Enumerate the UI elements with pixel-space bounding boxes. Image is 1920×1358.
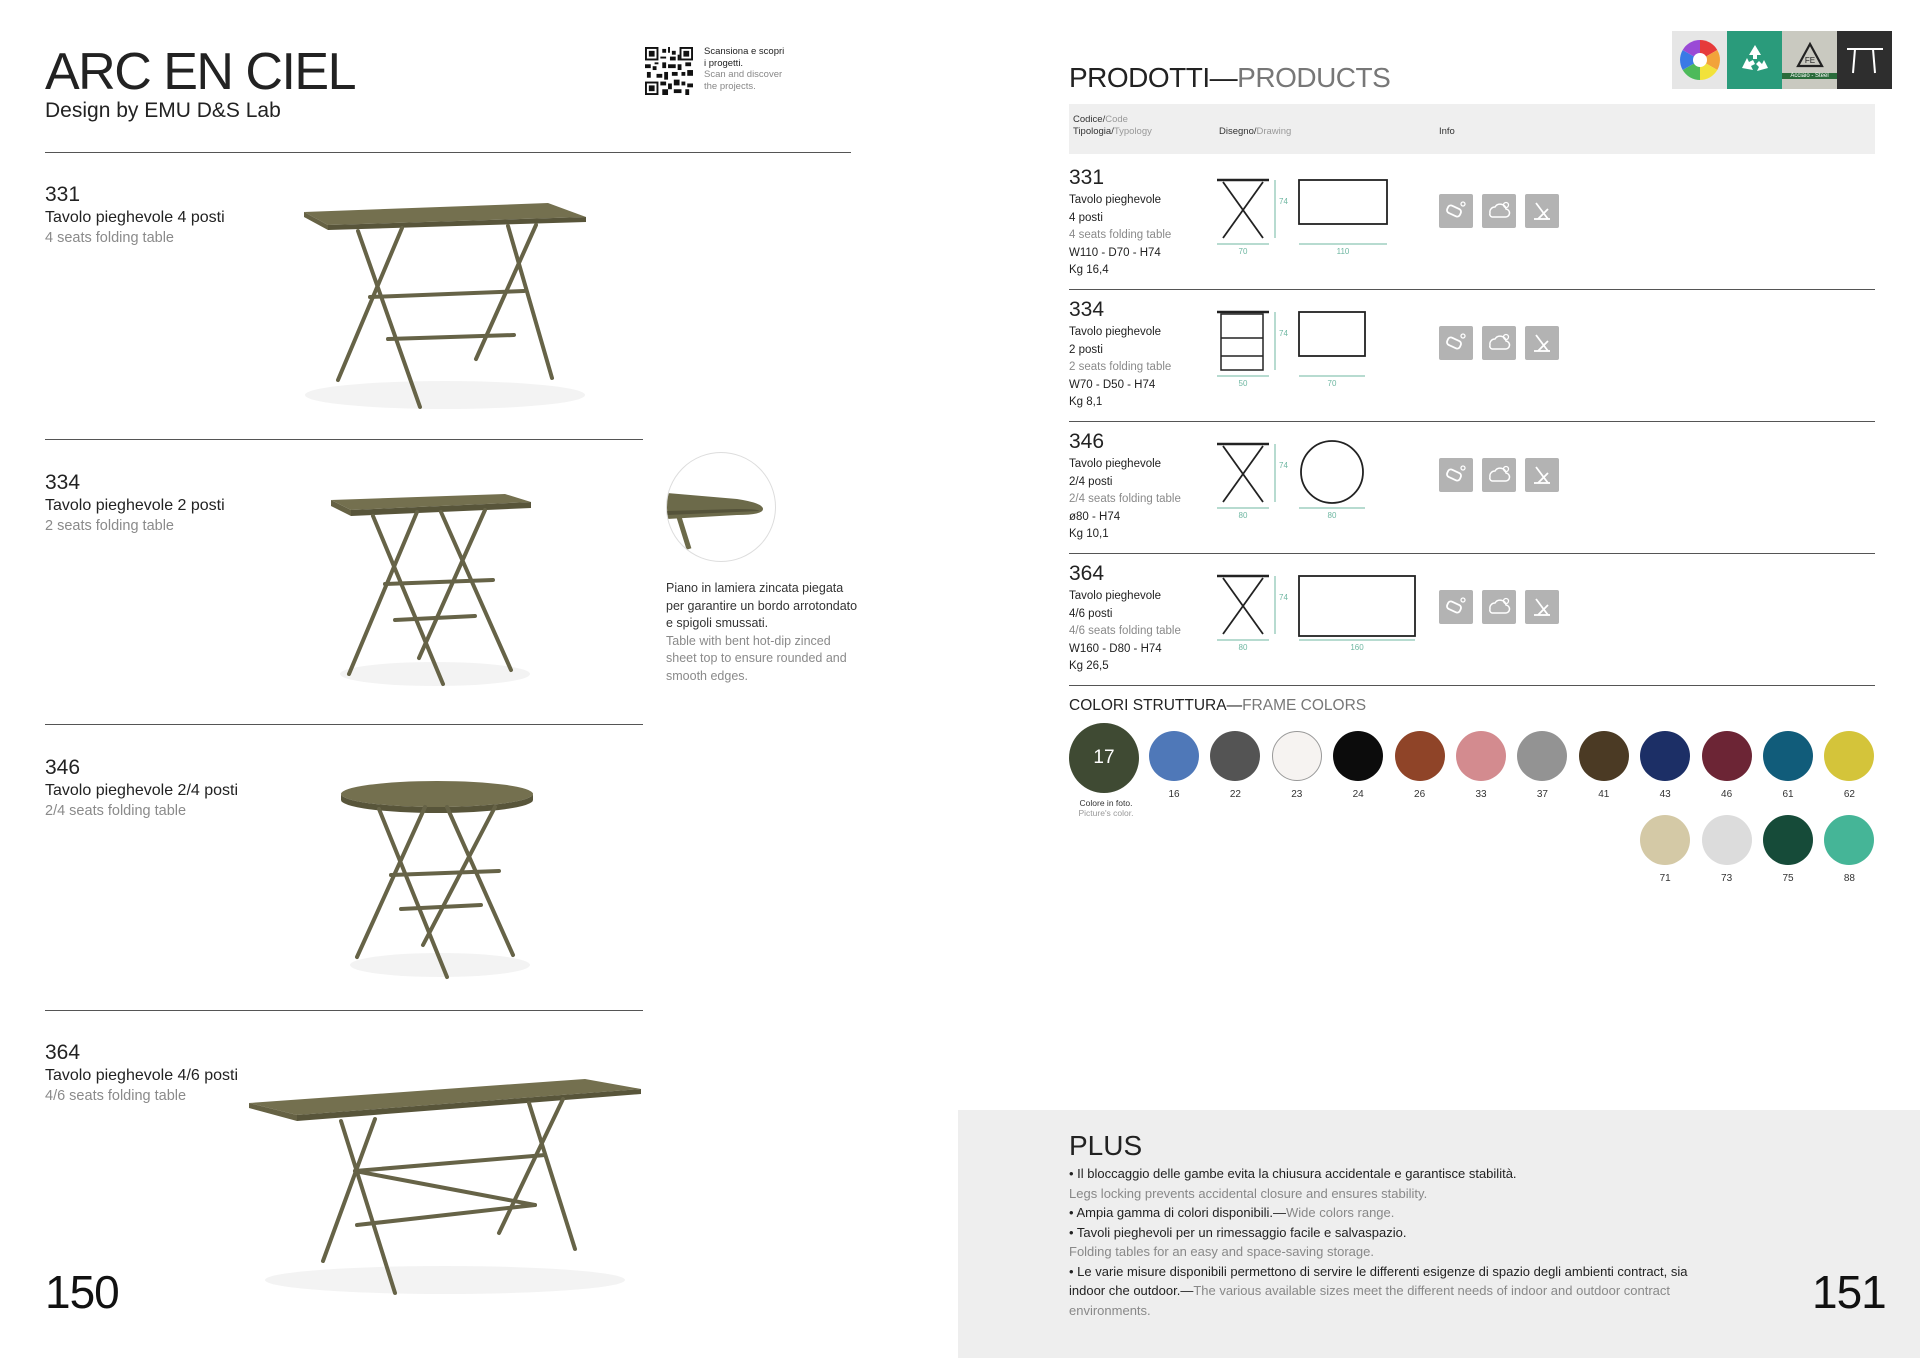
product-364-label: [45, 1041, 238, 1104]
colors-title-sep: —: [1226, 697, 1243, 714]
product-divider: [45, 1010, 643, 1011]
products-heading: [1069, 62, 1390, 94]
row-en: 4/6 seats folding table: [1069, 625, 1181, 637]
technical-drawing-364: [1209, 564, 1429, 654]
color-dot: [1333, 731, 1383, 781]
color-code: 23: [1291, 789, 1303, 800]
product-346-label: [45, 756, 238, 819]
color-code: 71: [1659, 873, 1671, 884]
color-swatch-16[interactable]: [1146, 731, 1202, 800]
side-dim-label: 50: [1238, 379, 1248, 388]
product-code: 331: [45, 183, 81, 206]
product-name-en: 4 seats folding table: [45, 230, 174, 246]
plus-item-en: The various available sizes meet the different needs of indoor and outdoor contract environments.: [1069, 1283, 1671, 1318]
color-code: 61: [1782, 789, 1794, 800]
color-code: 46: [1721, 789, 1733, 800]
row-dims: ø80 - H74: [1069, 510, 1121, 523]
technical-drawing-331: [1209, 168, 1429, 258]
plus-title: PLUS: [1069, 1130, 1143, 1161]
edge-detail-note-en: Table with bent hot-dip zinced sheet top to ensure rounded and smooth edges.: [666, 633, 847, 683]
plus-item-en: Legs locking prevents accidental closure and ensures stability.: [1069, 1185, 1428, 1201]
row-info-icons: [1439, 194, 1559, 228]
plus-item-en: Folding tables for an easy and space-saving storage.: [1069, 1244, 1374, 1259]
qr-caption-en-2: the projects.: [704, 80, 756, 92]
row-code: 364: [1069, 562, 1105, 585]
cleaning-icon: [1439, 458, 1473, 492]
row-code: 346: [1069, 430, 1105, 453]
color-dot: [1763, 731, 1813, 781]
color-dot: [1824, 815, 1874, 865]
product-code: 364: [45, 1041, 81, 1064]
plus-item-it: • Tavoli pieghevoli per un rimessaggio facile e salvaspazio.: [1069, 1224, 1407, 1240]
color-code: 75: [1782, 873, 1794, 884]
edge-detail-note-it: Piano in lamiera zincata piegata per garantire un bordo arrotondato e spigoli smussati.: [666, 581, 858, 630]
product-331-label: [45, 183, 225, 246]
color-dot: [1395, 731, 1445, 781]
product-code: 346: [45, 756, 81, 779]
row-weight: Kg 16,4: [1069, 264, 1109, 276]
colors-title-en: FRAME COLORS: [1242, 697, 1367, 714]
qr-caption: [704, 46, 814, 92]
color-swatch-22[interactable]: [1207, 731, 1263, 800]
qr-code-icon[interactable]: [645, 47, 693, 95]
color-dot: [1272, 731, 1322, 781]
color-dot: [1210, 731, 1260, 781]
color-dot: [1579, 731, 1629, 781]
color-swatch-46[interactable]: [1699, 731, 1755, 800]
color-swatch-61[interactable]: [1760, 731, 1816, 800]
foldable-icon: [1525, 326, 1559, 360]
color-code: 73: [1721, 873, 1733, 884]
top-view-rect: [1299, 180, 1387, 224]
color-swatch-41[interactable]: [1576, 731, 1632, 800]
row-weight: Kg 8,1: [1069, 396, 1103, 408]
technical-drawing-346: [1209, 432, 1429, 522]
table-346-photo: [335, 775, 545, 990]
frame-colors-title: [1069, 697, 1366, 715]
color-dot: [1640, 731, 1690, 781]
color-code: 43: [1659, 789, 1671, 800]
side-dim-label: 70: [1238, 247, 1248, 256]
product-name-it: Tavolo pieghevole 4/6 posti: [45, 1067, 239, 1084]
row-dims: W160 - D80 - H74: [1069, 642, 1162, 655]
page-title: ARC EN CIEL: [45, 43, 356, 101]
heading-separator: —: [1209, 62, 1238, 93]
plus-sep: —: [1272, 1205, 1286, 1220]
logo-badge: [1837, 31, 1892, 89]
product-334-label: [45, 471, 225, 534]
color-swatch-23[interactable]: [1269, 731, 1325, 800]
product-name-it: Tavolo pieghevole 2/4 posti: [45, 782, 239, 799]
colors-title-it: COLORI STRUTTURA: [1069, 697, 1227, 714]
weather-resistant-icon: [1482, 326, 1516, 360]
cleaning-icon: [1439, 194, 1473, 228]
color-code: 26: [1414, 789, 1426, 800]
row-type-l2: 2 posti: [1069, 343, 1103, 356]
table-logo-icon: [1845, 45, 1885, 75]
row-info: [1069, 456, 1181, 544]
product-divider: [45, 724, 643, 725]
page-number-right: 151: [1812, 1266, 1886, 1318]
row-type-l1: Tavolo pieghevole: [1069, 590, 1162, 602]
top-view-rect: [1299, 312, 1365, 356]
product-name-it: Tavolo pieghevole 4 posti: [45, 209, 225, 226]
cleaning-icon: [1439, 326, 1473, 360]
row-dims: W110 - D70 - H74: [1069, 246, 1161, 259]
edge-detail-image: [666, 452, 776, 562]
page-number-left: 150: [45, 1266, 119, 1318]
color-dot: [1640, 815, 1690, 865]
height-dim-label: 74: [1279, 197, 1288, 206]
row-weight: Kg 10,1: [1069, 528, 1109, 540]
plus-item-it: • Le varie misure disponibili permettono di servire le differenti esigenze di spazio degli ambienti contract, sia indoor che outdoor.: [1069, 1263, 1688, 1298]
plus-list: [1069, 1164, 1709, 1320]
qr-caption-en-1: Scan and discover: [704, 69, 783, 80]
color-code: 62: [1843, 789, 1855, 800]
featured-color-swatch[interactable]: 17: [1069, 723, 1139, 793]
plus-item-it: • Il bloccaggio delle gambe evita la chiusura accidentale e garantisce stabilità.: [1069, 1166, 1517, 1181]
header-divider: [45, 152, 851, 153]
color-dot: [1149, 731, 1199, 781]
plus-item-en: Wide colors range.: [1285, 1205, 1395, 1220]
table-331-photo: [290, 195, 600, 425]
color-swatch-33[interactable]: [1453, 731, 1509, 800]
header-code-en: Code: [1105, 114, 1128, 125]
height-dim-label: 74: [1279, 593, 1288, 602]
color-swatch-73[interactable]: [1699, 815, 1755, 884]
row-divider: [1069, 685, 1875, 686]
plus-sep: —: [1180, 1283, 1194, 1298]
row-type-l2: 4 posti: [1069, 211, 1103, 224]
row-code: 334: [1069, 298, 1105, 321]
edge-detail-illustration: [667, 453, 776, 562]
color-swatch-62[interactable]: [1821, 731, 1877, 800]
recycle-icon: [1737, 42, 1773, 78]
product-row-334: [1069, 290, 1875, 422]
color-swatch-71[interactable]: [1637, 815, 1693, 884]
header-info: Info: [1439, 126, 1455, 137]
color-wheel-icon: [1679, 39, 1721, 81]
row-type-l2: 4/6 posti: [1069, 607, 1113, 620]
product-row-364: [1069, 554, 1875, 686]
color-wheel-badge: [1672, 31, 1727, 89]
color-code: 22: [1229, 789, 1241, 800]
technical-drawing-334: [1209, 300, 1429, 390]
color-dot: [1824, 731, 1874, 781]
color-code: 37: [1536, 789, 1548, 800]
row-weight: Kg 26,5: [1069, 660, 1109, 672]
header-type-it: Tipologia/: [1073, 126, 1114, 137]
product-row-331: [1069, 158, 1875, 290]
header-drawing-it: Disegno/: [1219, 126, 1257, 137]
color-swatch-75[interactable]: [1760, 815, 1816, 884]
cleaning-icon: [1439, 590, 1473, 624]
top-view-rect: [1299, 576, 1415, 636]
color-code: 88: [1843, 873, 1855, 884]
row-info-icons: [1439, 326, 1559, 360]
product-name-en: 2 seats folding table: [45, 518, 174, 534]
top-dim-label: 160: [1350, 643, 1364, 652]
color-dot: [1702, 815, 1752, 865]
color-swatch-37[interactable]: [1514, 731, 1570, 800]
weather-resistant-icon: [1482, 194, 1516, 228]
foldable-icon: [1525, 590, 1559, 624]
recycle-badge: [1727, 31, 1782, 89]
row-en: 2/4 seats folding table: [1069, 493, 1181, 505]
color-dot: [1456, 731, 1506, 781]
color-code: 24: [1352, 789, 1364, 800]
top-dim-label: 70: [1327, 379, 1337, 388]
featured-color-caption: [1066, 798, 1146, 818]
foldable-icon: [1525, 194, 1559, 228]
product-name-en: 2/4 seats folding table: [45, 803, 187, 819]
product-name-it: Tavolo pieghevole 2 posti: [45, 497, 225, 514]
row-en: 4 seats folding table: [1069, 229, 1172, 241]
height-dim-label: 74: [1279, 329, 1288, 338]
side-dim-label: 80: [1238, 643, 1248, 652]
row-en: 2 seats folding table: [1069, 361, 1172, 373]
side-view-frame: [1221, 314, 1263, 370]
qr-caption-it-2: i progetti.: [704, 57, 744, 69]
product-name-en: 4/6 seats folding table: [45, 1088, 187, 1104]
products-heading-en: PRODUCTS: [1237, 62, 1391, 93]
featured-caption-it: Colore in foto.: [1079, 798, 1133, 808]
row-dims: W70 - D50 - H74: [1069, 378, 1156, 391]
header-code-typology: [1073, 114, 1152, 138]
product-row-346: [1069, 422, 1875, 554]
certification-badges: [1672, 31, 1892, 89]
svg-text:FE: FE: [1804, 56, 1815, 65]
product-divider: [45, 439, 643, 440]
color-swatch-26[interactable]: [1392, 731, 1448, 800]
products-heading-it: PRODOTTI: [1069, 62, 1210, 93]
top-dim-label: 110: [1336, 247, 1350, 256]
row-code: 331: [1069, 166, 1105, 189]
edge-detail-note: [666, 580, 861, 685]
color-dot: [1763, 815, 1813, 865]
color-dot: [1517, 731, 1567, 781]
color-swatch-43[interactable]: [1637, 731, 1693, 800]
row-info: [1069, 192, 1171, 280]
row-info-icons: [1439, 590, 1559, 624]
color-swatch-24[interactable]: [1330, 731, 1386, 800]
row-type-l1: Tavolo pieghevole: [1069, 326, 1162, 338]
fe-recycle-icon: [1795, 41, 1825, 71]
row-info: [1069, 588, 1181, 676]
color-code: 41: [1598, 789, 1610, 800]
featured-caption-en: Picture's color.: [1078, 808, 1134, 818]
foldable-icon: [1525, 458, 1559, 492]
side-dim-label: 80: [1238, 511, 1248, 520]
color-code: 16: [1168, 789, 1180, 800]
header-drawing-en: Drawing: [1256, 126, 1292, 137]
designer-subtitle: Design by EMU D&S Lab: [45, 99, 281, 122]
row-type-l2: 2/4 posti: [1069, 475, 1113, 488]
qr-caption-it-1: Scansiona e scopri: [704, 46, 785, 57]
steel-badge-label: Acciaio - Steel: [1782, 73, 1837, 79]
color-dot: [1702, 731, 1752, 781]
weather-resistant-icon: [1482, 458, 1516, 492]
header-drawing: [1219, 126, 1291, 137]
header-code-it: Codice/: [1073, 114, 1106, 125]
top-view-round: [1301, 441, 1363, 503]
header-type-en: Typology: [1113, 126, 1152, 137]
product-code: 334: [45, 471, 81, 494]
top-dim-label: 80: [1327, 511, 1337, 520]
color-swatch-88[interactable]: [1821, 815, 1877, 884]
plus-item-it: • Ampia gamma di colori disponibili.: [1069, 1205, 1273, 1220]
row-type-l1: Tavolo pieghevole: [1069, 458, 1162, 470]
table-334-photo: [325, 488, 545, 698]
weather-resistant-icon: [1482, 590, 1516, 624]
height-dim-label: 74: [1279, 461, 1288, 470]
row-type-l1: Tavolo pieghevole: [1069, 194, 1162, 206]
row-info-icons: [1439, 458, 1559, 492]
table-364-photo: [245, 1075, 645, 1310]
row-info: [1069, 324, 1171, 412]
steel-badge: [1782, 31, 1837, 89]
color-code: 33: [1475, 789, 1487, 800]
product-table-header: [1069, 104, 1875, 154]
